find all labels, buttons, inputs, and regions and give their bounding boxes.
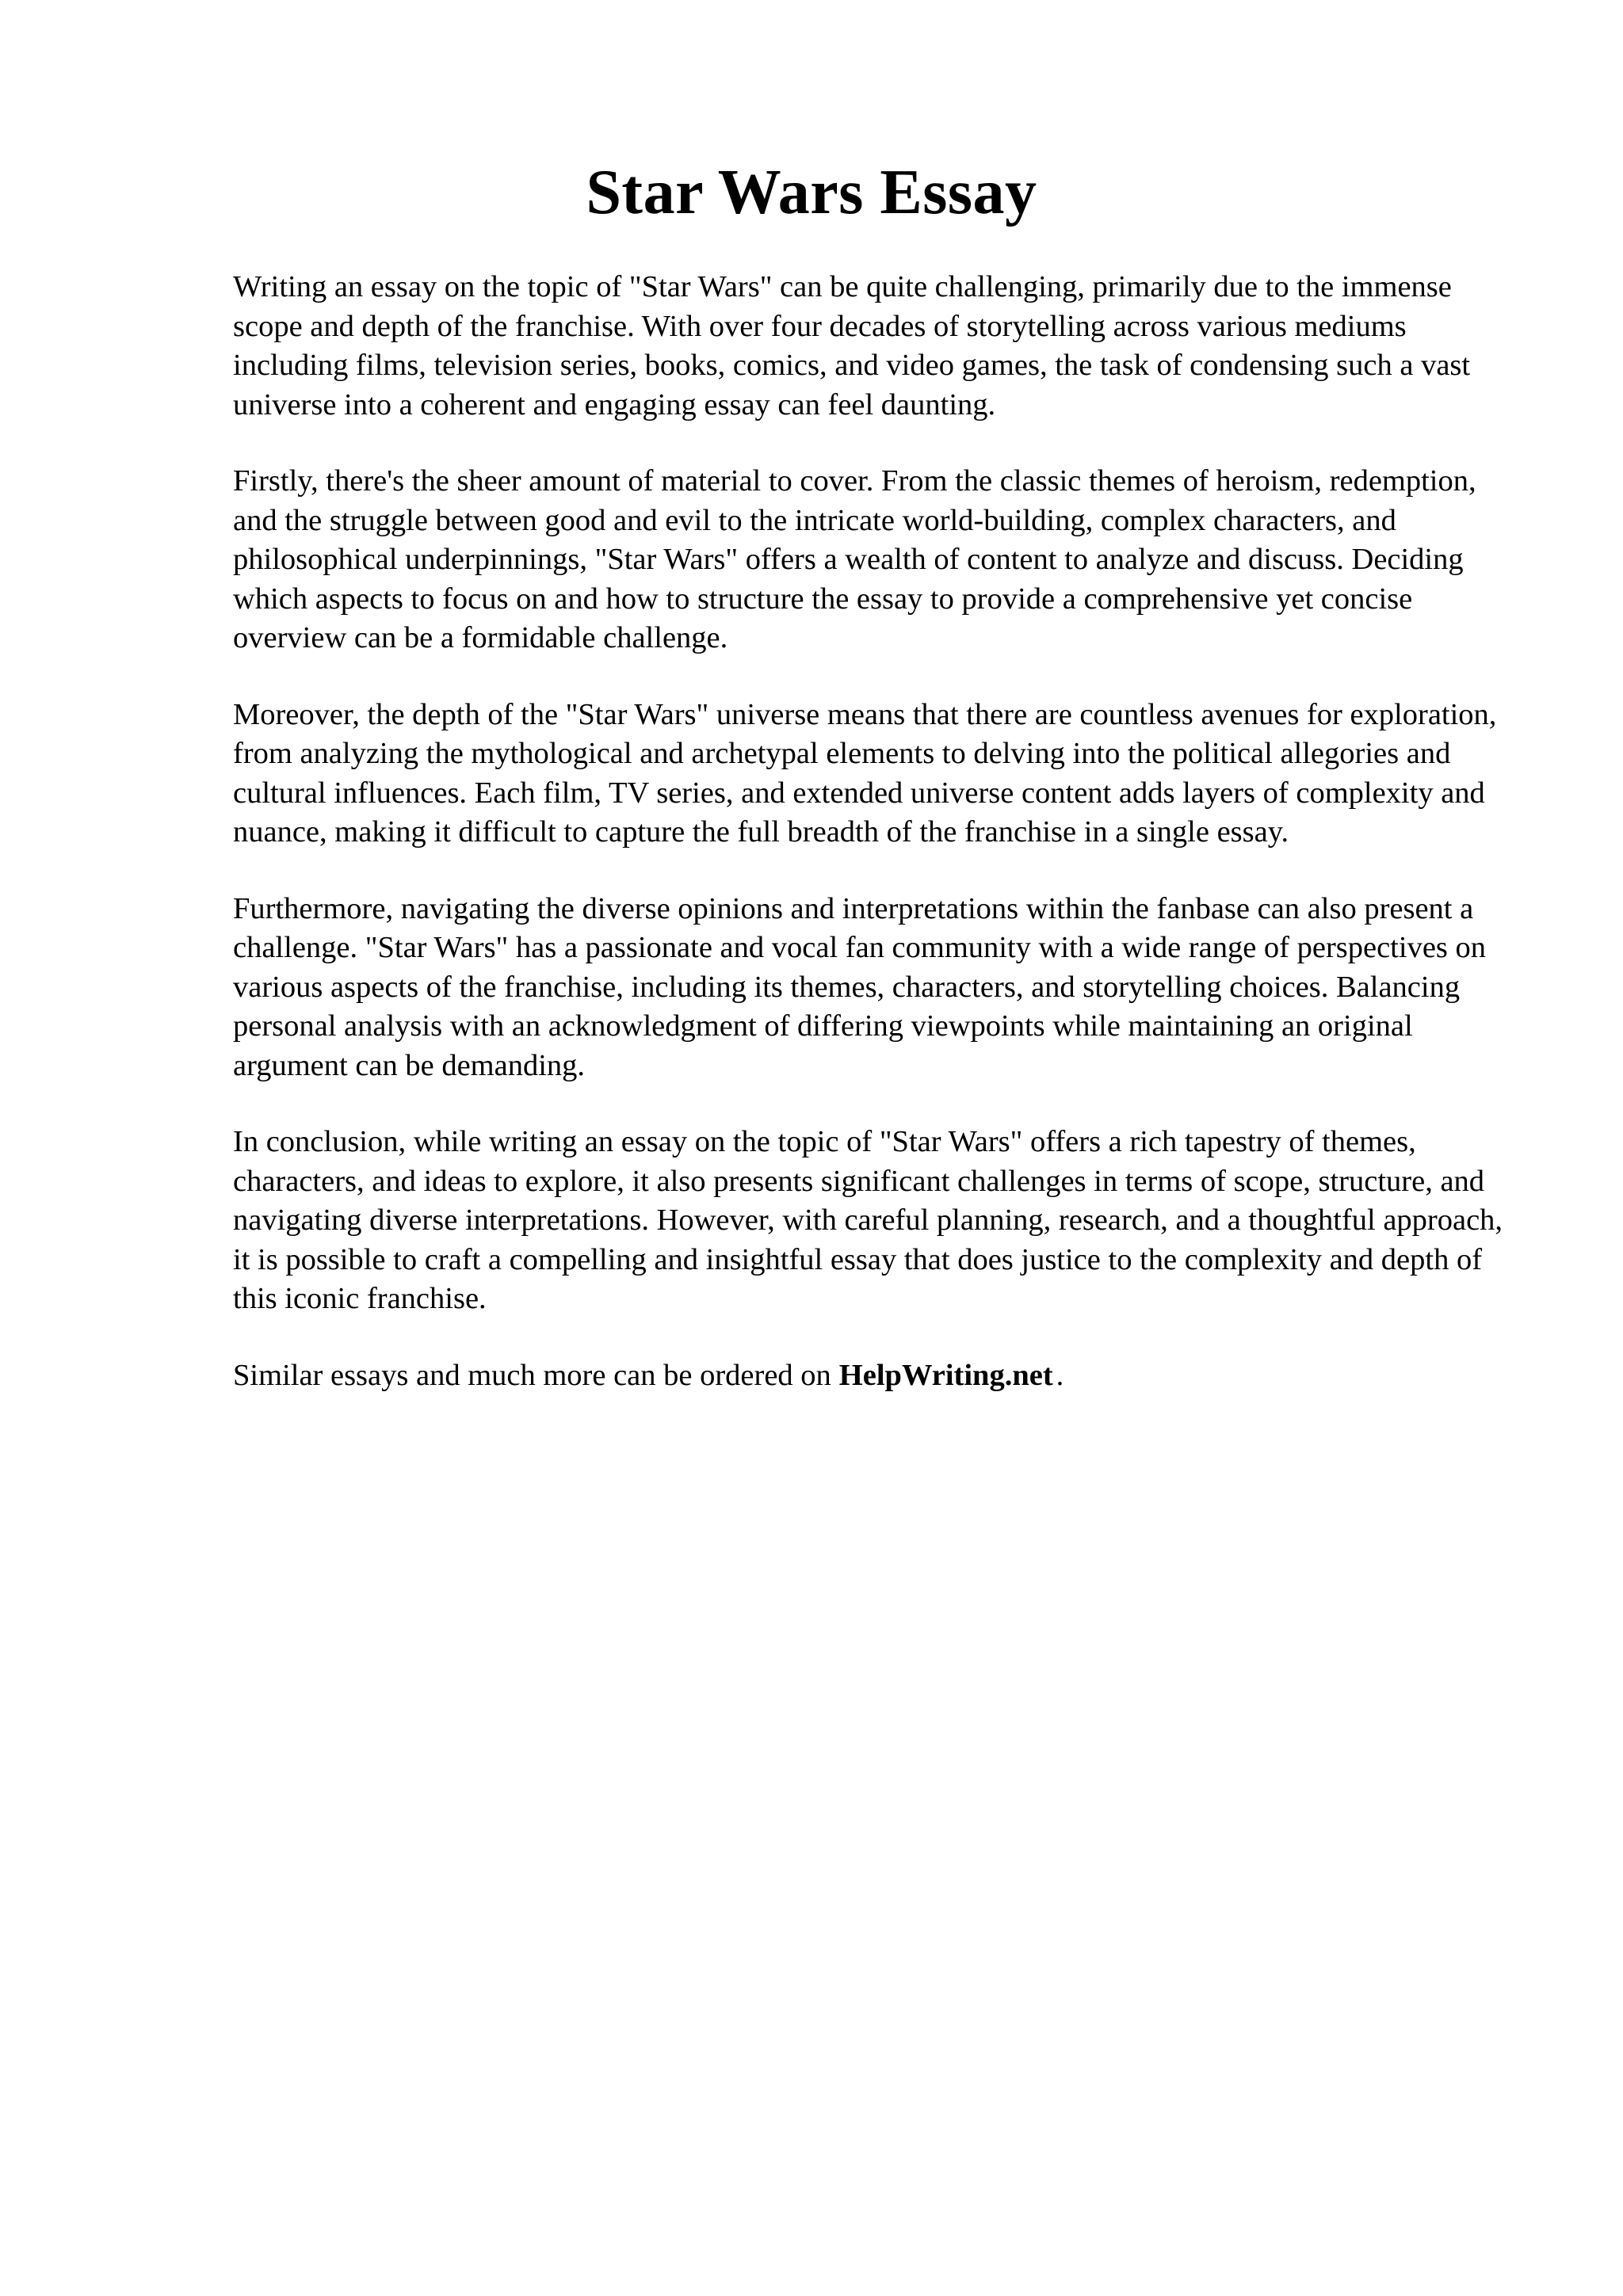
essay-body — [233, 268, 1525, 1395]
promo-period: . — [1056, 1358, 1064, 1392]
helpwriting-link[interactable]: HelpWriting.net — [838, 1358, 1053, 1392]
paragraph-5: In conclusion, while writing an essay on the topic of "Star Wars" offers a rich tapestry of themes, characters, and ideas to explore, it also presents significant challenges in terms of scope, structure, and navigating diverse interpretations. However, with careful planning, research, and a thoughtful approach, it is possible to craft a compelling and insightful essay that does justice to the complexity and depth of this iconic franchise. — [233, 1125, 1503, 1315]
paragraph-3: Moreover, the depth of the "Star Wars" universe means that there are countless avenues for exploration, from analyzing the mythological and archetypal elements to delving into the political allegories and cultural influences. Each film, TV series, and extended universe content adds layers of complexity and nuance, making it difficult to capture the full breadth of the franchise in a single essay. — [233, 697, 1497, 849]
paragraph-4: Furthermore, navigating the diverse opinions and interpretations within the fanbase can also present a challenge. "Star Wars" has a passionate and vocal fan community with a wide range of perspectives on various aspects of the franchise, including its themes, characters, and storytelling choices. Balancing personal analysis with an acknowledgment of differing viewpoints while maintaining an original argument can be demanding. — [233, 891, 1487, 1082]
page-title: Star Wars Essay — [586, 158, 1037, 227]
paragraph-1: Writing an essay on the topic of "Star Wars" can be quite challenging, primarily due to the immense scope and depth of the franchise. With over four decades of storytelling across various mediums including films, television series, books, comics, and video games, the task of condensing such a vast universe into a coherent and engaging essay can feel daunting. — [233, 270, 1471, 421]
promo-text: Similar essays and much more can be ordered on — [233, 1358, 831, 1392]
paragraph-2: Firstly, there's the sheer amount of material to cover. From the classic themes of heroism, redemption, and the struggle between good and evil to the intricate world-building, complex characters, and philosophical underpinnings, "Star Wars" offers a wealth of content to analyze and discuss. Deciding which aspects to focus on and how to structure the essay to provide a comprehensive yet concise overview can be a formidable challenge. — [233, 464, 1476, 654]
promo-line — [233, 1356, 1525, 1396]
